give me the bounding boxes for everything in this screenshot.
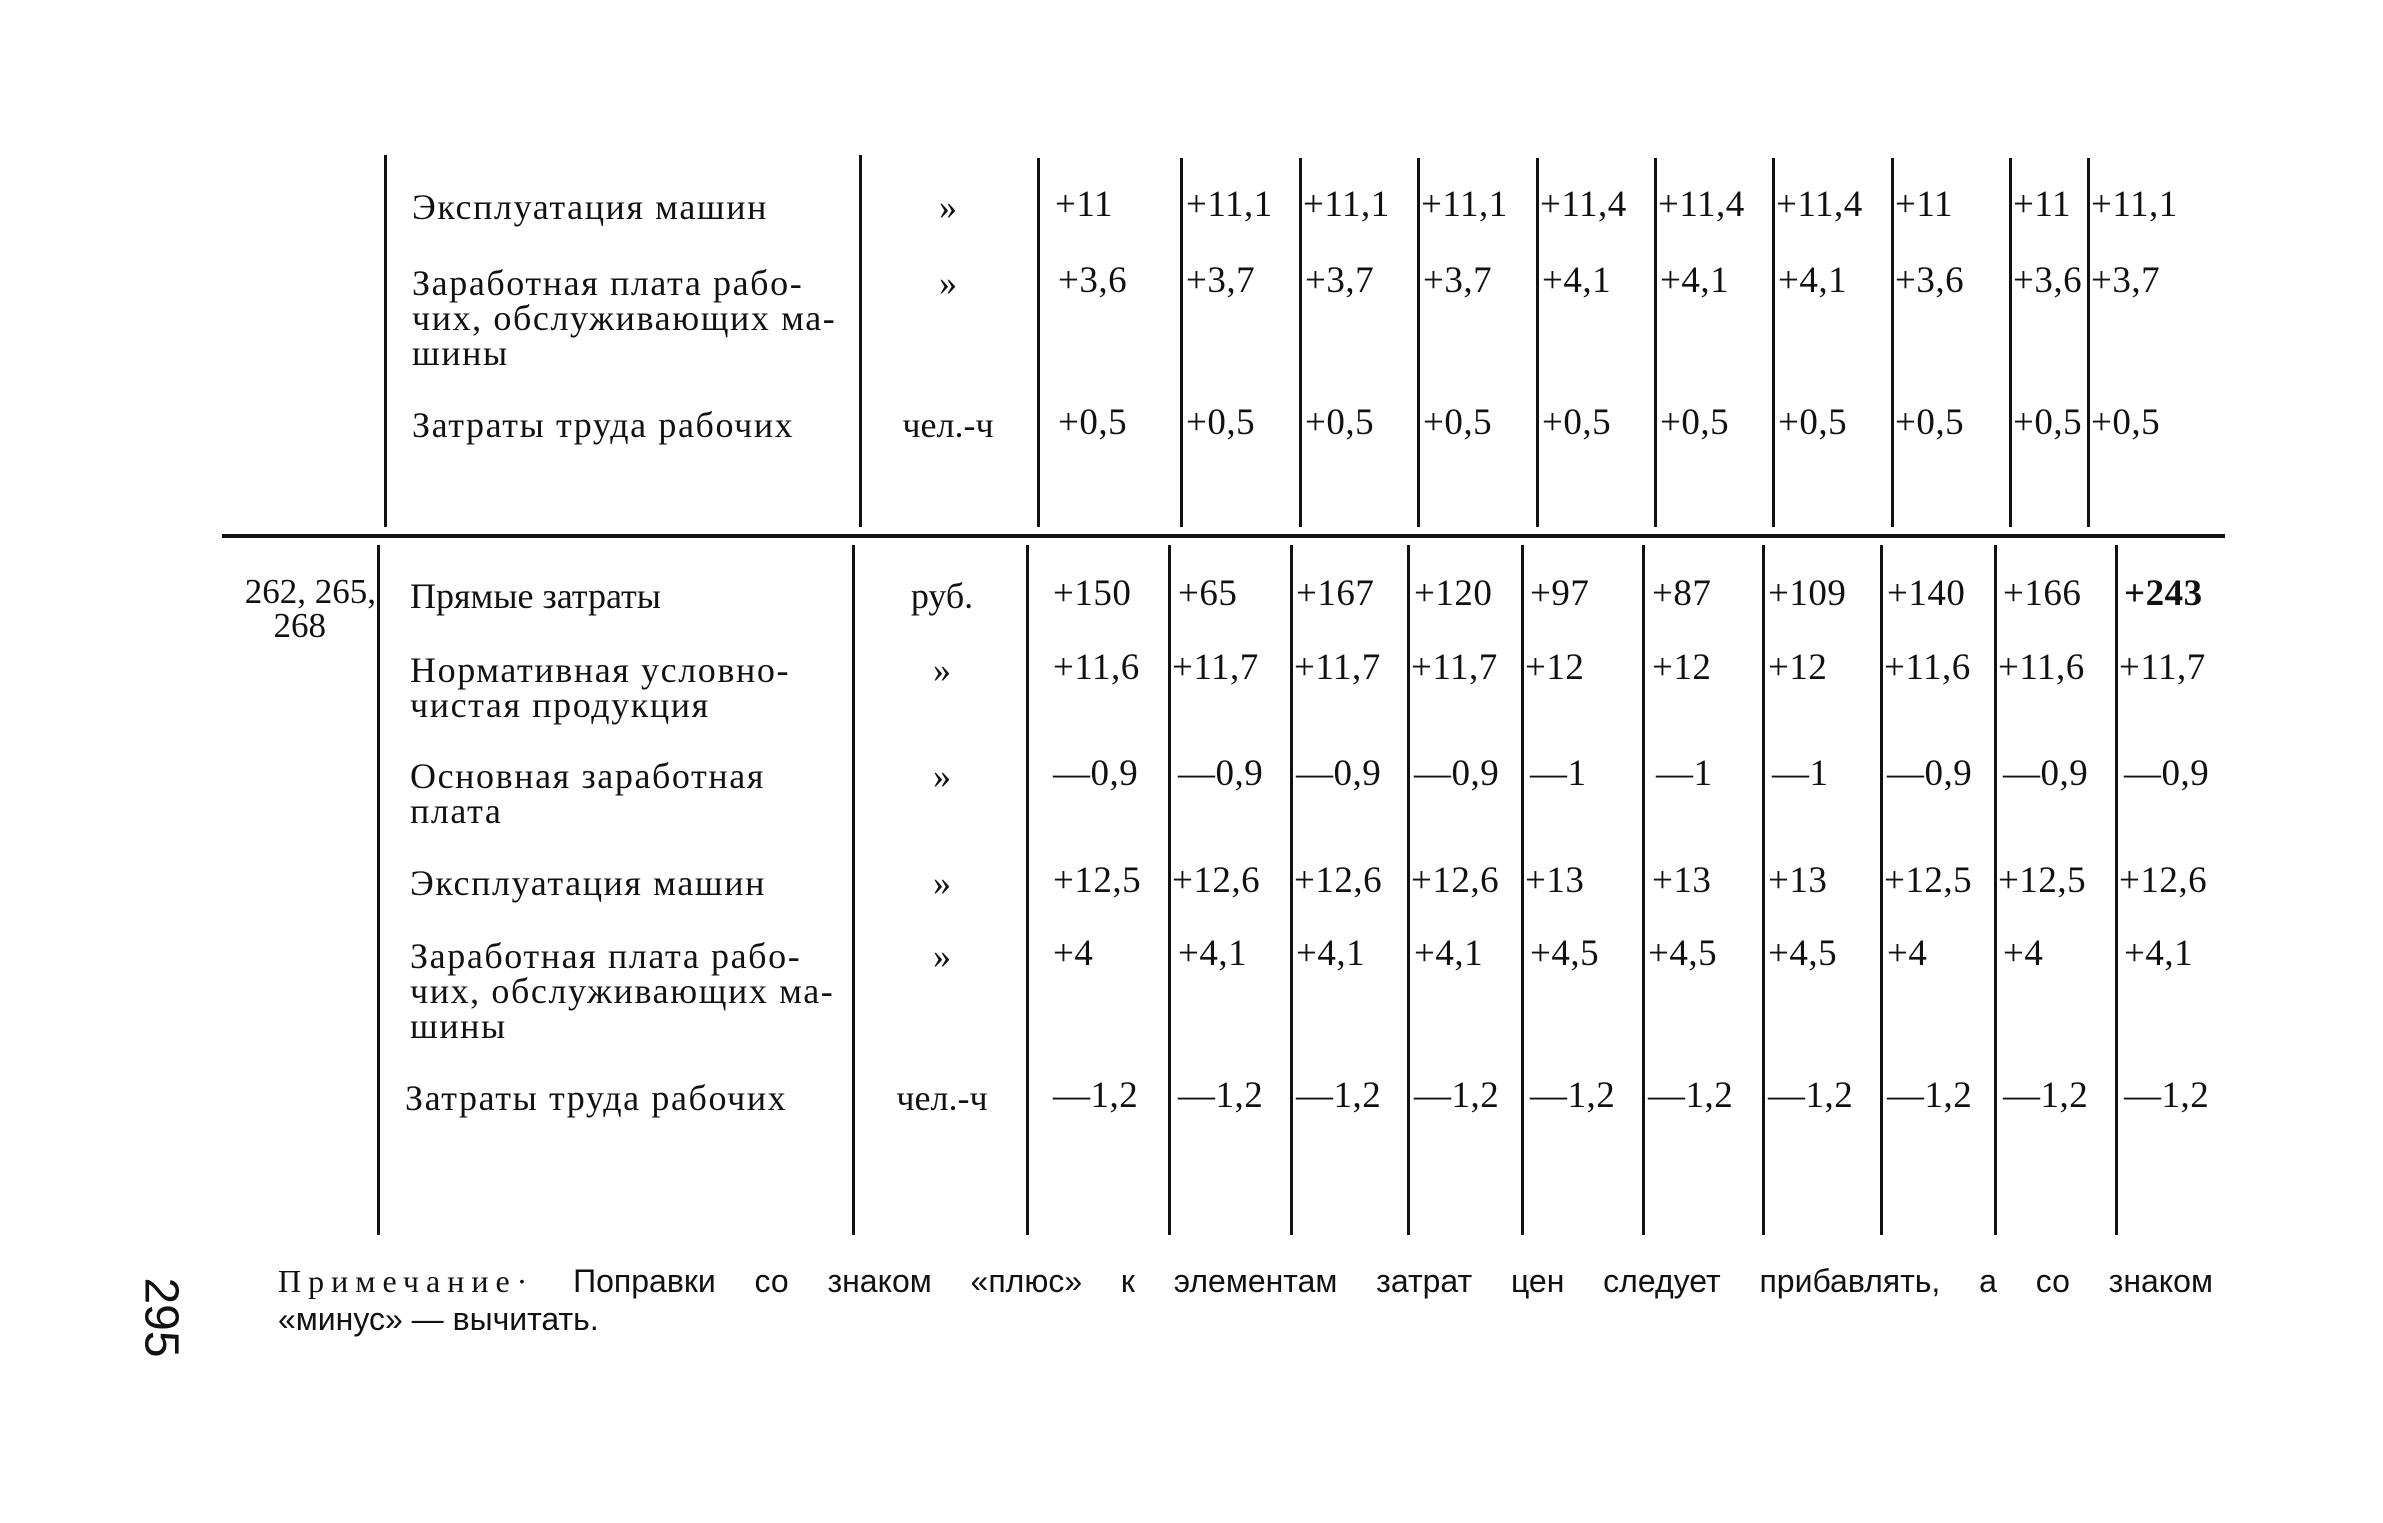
cell-value: +0,5 xyxy=(1305,402,1375,443)
footnote-line-2: «минус» — вычитать. xyxy=(278,1301,599,1337)
cell-value: +65 xyxy=(1178,573,1238,614)
cell-value: —1,2 xyxy=(1768,1075,1854,1116)
row-label: шины xyxy=(410,1006,507,1046)
bottom-col-rule-7 xyxy=(1880,545,1883,1235)
code-line: 262, 265, xyxy=(244,572,376,611)
bottom-col-rule-5 xyxy=(1642,545,1645,1235)
row-label: плата xyxy=(410,791,503,831)
row-label: Затраты труда рабочих xyxy=(412,405,795,445)
cell-value: —1,2 xyxy=(2003,1075,2089,1116)
cell-value: +11,6 xyxy=(1884,647,1971,688)
cell-value: +243 xyxy=(2124,573,2203,614)
row-unit: » xyxy=(933,936,951,976)
footnote-word: к xyxy=(1120,1263,1135,1299)
page-number: 295 xyxy=(134,1277,188,1358)
cell-value: +12 xyxy=(1525,647,1585,688)
footnote-word: прибавлять, xyxy=(1759,1263,1941,1299)
cell-value: +12,6 xyxy=(1411,860,1500,901)
bottom-col-rule-1 xyxy=(1168,545,1171,1235)
cell-value: +4,1 xyxy=(1660,260,1730,301)
cell-value: +3,7 xyxy=(1186,260,1256,301)
footnote-label: Примечание· xyxy=(278,1263,535,1299)
cell-value: +11,7 xyxy=(1411,647,1498,688)
footnote-word: знаком xyxy=(827,1263,932,1299)
cell-value: +4,1 xyxy=(1778,260,1848,301)
top-col-rule-2 xyxy=(1299,158,1302,527)
cell-value: +3,7 xyxy=(1305,260,1375,301)
cell-value: +11,6 xyxy=(1053,647,1140,688)
cell-value: +11,1 xyxy=(1421,184,1508,225)
cell-value: +11,7 xyxy=(1294,647,1381,688)
cell-value: +97 xyxy=(1530,573,1590,614)
cell-value: +3,6 xyxy=(1895,260,1965,301)
cell-value: +3,7 xyxy=(1423,260,1493,301)
footnote-word: «плюс» xyxy=(970,1263,1083,1299)
footnote-word: знаком xyxy=(2108,1263,2213,1299)
bottom-col-rule-6 xyxy=(1762,545,1765,1235)
footnote-word: со xyxy=(2035,1263,2070,1299)
row-unit: руб. xyxy=(910,576,974,616)
top-col-rule-code xyxy=(384,155,387,527)
cell-value: +4 xyxy=(1887,933,1928,974)
cell-value: +11,4 xyxy=(1776,184,1863,225)
cell-value: —1,2 xyxy=(2124,1075,2210,1116)
row-label: Заработная плата рабо- xyxy=(412,263,804,303)
row-unit: » xyxy=(933,756,951,796)
cell-value: +4,1 xyxy=(1296,933,1366,974)
cell-value: +13 xyxy=(1768,860,1828,901)
row-label: Эксплуатация машин xyxy=(410,863,766,903)
cell-value: +4,1 xyxy=(1542,260,1612,301)
row-label: чистая продукция xyxy=(410,685,710,725)
cell-value: +150 xyxy=(1053,573,1132,614)
cell-value: +11,4 xyxy=(1540,184,1627,225)
row-unit: » xyxy=(939,187,957,227)
cell-value: +12,6 xyxy=(1294,860,1383,901)
cell-value: +11 xyxy=(1055,184,1113,225)
row-unit: чел.-ч xyxy=(902,405,994,445)
cell-value: +12,5 xyxy=(1053,860,1142,901)
row-unit: » xyxy=(933,863,951,903)
cell-value: —0,9 xyxy=(1887,753,1973,794)
row-label: чих, обслуживающих ма- xyxy=(412,298,837,338)
cell-value: +0,5 xyxy=(1778,402,1848,443)
cell-value: —0,9 xyxy=(1296,753,1382,794)
cell-value: +11,1 xyxy=(1303,184,1390,225)
row-label: Эксплуатация машин xyxy=(412,187,768,227)
cell-value: +87 xyxy=(1652,573,1712,614)
cell-value: —0,9 xyxy=(2003,753,2089,794)
cell-value: +166 xyxy=(2003,573,2082,614)
cell-value: +12,6 xyxy=(2119,860,2208,901)
cell-value: +0,5 xyxy=(1058,402,1128,443)
footnote-word: следует xyxy=(1603,1263,1721,1299)
cell-value: —1,2 xyxy=(1648,1075,1734,1116)
cell-value: +0,5 xyxy=(1423,402,1493,443)
cell-value: +4,5 xyxy=(1530,933,1600,974)
cell-value: +13 xyxy=(1525,860,1585,901)
top-col-rule-5 xyxy=(1654,158,1657,527)
cell-value: +0,5 xyxy=(2013,402,2083,443)
bottom-col-rule-4 xyxy=(1521,545,1524,1235)
bottom-col-rule-8 xyxy=(1994,545,1997,1235)
cell-value: —0,9 xyxy=(1178,753,1264,794)
cell-value: +11,1 xyxy=(1186,184,1273,225)
cell-value: —1 xyxy=(1772,753,1829,794)
cell-value: —1,2 xyxy=(1296,1075,1382,1116)
cell-value: +11 xyxy=(1895,184,1953,225)
top-col-rule-4 xyxy=(1536,158,1539,527)
cell-value: +0,5 xyxy=(2091,402,2161,443)
row-label: Нормативная условно- xyxy=(410,650,791,690)
cell-value: +0,5 xyxy=(1542,402,1612,443)
row-label: чих, обслуживающих ма- xyxy=(410,971,835,1011)
cell-value: +4 xyxy=(1053,933,1094,974)
cell-value: +11,7 xyxy=(1172,647,1259,688)
cell-value: +140 xyxy=(1887,573,1966,614)
cell-value: +11,6 xyxy=(1998,647,2085,688)
cell-value: —1,2 xyxy=(1887,1075,1973,1116)
footnote-word: а xyxy=(1979,1263,1997,1299)
cell-value: +12,6 xyxy=(1172,860,1261,901)
cell-value: —1,2 xyxy=(1178,1075,1264,1116)
bottom-col-rule-3 xyxy=(1407,545,1410,1235)
cell-value: +0,5 xyxy=(1660,402,1730,443)
top-col-rule-3 xyxy=(1417,158,1420,527)
code-line: 268 xyxy=(273,606,326,645)
cell-value: +13 xyxy=(1652,860,1712,901)
footnote-word: элементам xyxy=(1173,1263,1338,1299)
cell-value: —0,9 xyxy=(1053,753,1139,794)
row-label: Затраты труда рабочих xyxy=(405,1078,788,1118)
cell-value: +11,7 xyxy=(2119,647,2206,688)
top-col-rule-6 xyxy=(1772,158,1775,527)
cell-value: +4,1 xyxy=(1178,933,1248,974)
footnote-line-1 xyxy=(278,1262,2213,1300)
footnote xyxy=(278,1262,2213,1338)
row-unit: » xyxy=(933,650,951,690)
cell-value: +11 xyxy=(2013,184,2071,225)
cell-value: +3,7 xyxy=(2091,260,2161,301)
row-label: Заработная плата рабо- xyxy=(410,936,802,976)
cell-value: +0,5 xyxy=(1186,402,1256,443)
row-label: шины xyxy=(412,333,509,373)
cell-value: —1,2 xyxy=(1053,1075,1139,1116)
cell-value: +4,1 xyxy=(2124,933,2194,974)
section-separator xyxy=(222,534,2225,538)
cell-value: —0,9 xyxy=(1414,753,1500,794)
bottom-col-rule-9 xyxy=(2115,545,2118,1235)
cell-value: +12 xyxy=(1652,647,1712,688)
cell-value: +4 xyxy=(2003,933,2044,974)
cell-value: —1 xyxy=(1530,753,1587,794)
cell-value: +0,5 xyxy=(1895,402,1965,443)
cell-value: +12 xyxy=(1768,647,1828,688)
top-col-rule-9 xyxy=(2087,158,2090,527)
cell-value: —1 xyxy=(1656,753,1713,794)
row-unit: чел.-ч xyxy=(896,1078,988,1118)
footnote-word: затрат xyxy=(1376,1263,1473,1299)
cell-value: —1,2 xyxy=(1530,1075,1616,1116)
footnote-word: Поправки xyxy=(573,1263,716,1299)
row-unit: » xyxy=(939,263,957,303)
cell-value: —1,2 xyxy=(1414,1075,1500,1116)
cell-value: +12,5 xyxy=(1998,860,2087,901)
cell-value: +4,5 xyxy=(1648,933,1718,974)
cell-value: +109 xyxy=(1768,573,1847,614)
cell-value: +11,4 xyxy=(1658,184,1745,225)
bottom-col-rule-code xyxy=(377,545,380,1235)
cell-value: —0,9 xyxy=(2124,753,2210,794)
top-col-rule-8 xyxy=(2009,158,2012,527)
cell-value: +4,1 xyxy=(1414,933,1484,974)
cell-value: +4,5 xyxy=(1768,933,1838,974)
footnote-word: со xyxy=(754,1263,789,1299)
cell-value: +12,5 xyxy=(1884,860,1973,901)
footnote-word: цен xyxy=(1510,1263,1565,1299)
top-col-rule-1 xyxy=(1180,158,1183,527)
cell-value: +3,6 xyxy=(2013,260,2083,301)
cell-value: +11,1 xyxy=(2091,184,2178,225)
row-label: Основная заработная xyxy=(410,756,765,796)
row-label: Прямые затраты xyxy=(410,576,661,616)
cell-value: +120 xyxy=(1414,573,1493,614)
cell-value: +3,6 xyxy=(1058,260,1128,301)
bottom-col-rule-2 xyxy=(1290,545,1293,1235)
top-col-rule-7 xyxy=(1891,158,1894,527)
cell-value: +167 xyxy=(1296,573,1375,614)
